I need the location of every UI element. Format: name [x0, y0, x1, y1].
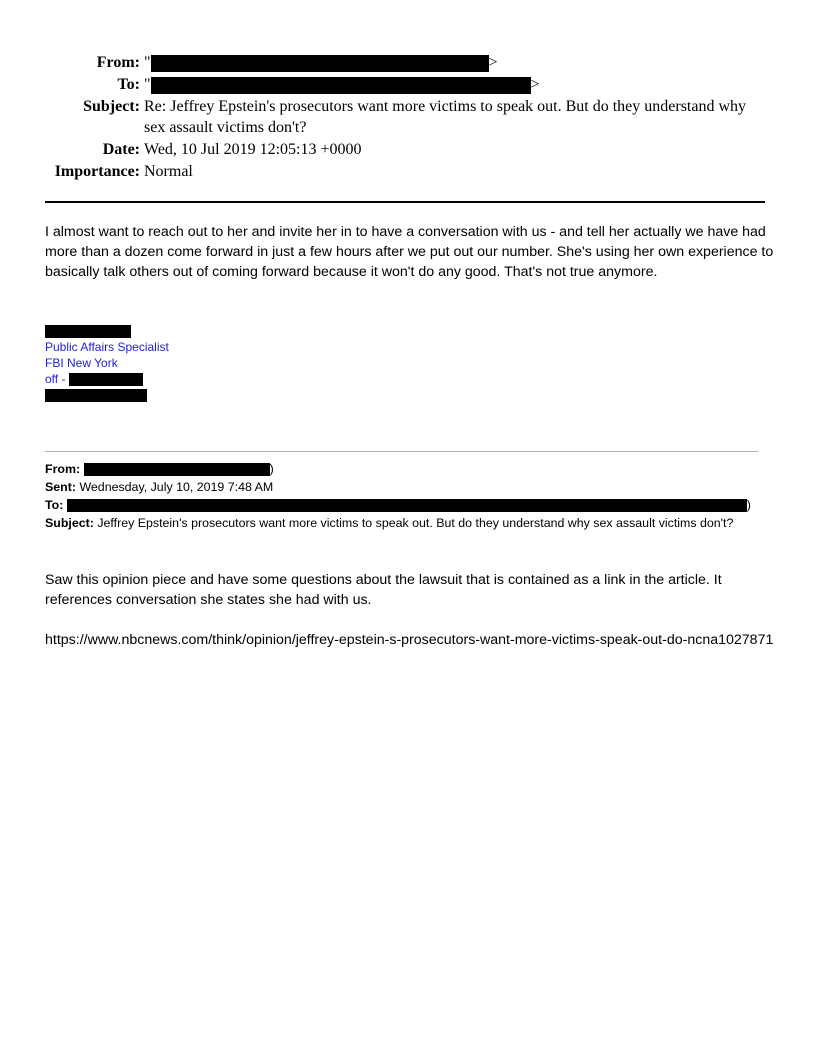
fwd-sent-row	[45, 478, 765, 496]
reply-body: I almost want to reach out to her and invite her in to have a conversation with us - and tell her actually we have had more than a dozen come forward in just a few hours after we put out our number. She's using her own experience to basically talk others out of coming forward because it won't do any good. That's not true anymore.	[45, 224, 774, 280]
importance-label: Importance:	[54, 163, 140, 180]
fwd-to-label: To:	[45, 498, 64, 512]
forward-divider	[45, 451, 758, 452]
fwd-from-close: )	[269, 462, 274, 476]
fwd-subject-value: Jeffrey Epstein's prosecutors want more victims to speak out. But do they understand why sex assault victims don't?	[97, 516, 734, 530]
redaction-bar	[84, 463, 270, 476]
header-subject-row	[0, 96, 816, 138]
redaction-bar	[151, 77, 531, 94]
importance-value: Normal	[144, 163, 193, 180]
signature-title: Public Affairs Specialist	[45, 340, 169, 354]
fwd-to-close: )	[746, 498, 751, 512]
header-divider	[45, 201, 765, 203]
header-date-row	[0, 139, 816, 160]
subject-label: Subject:	[83, 98, 140, 115]
signature-block	[45, 323, 169, 403]
date-label: Date:	[102, 141, 140, 158]
email-header	[0, 52, 816, 183]
fwd-to-row	[45, 496, 765, 514]
redaction-bar	[45, 389, 147, 402]
fwd-from-label: From:	[45, 462, 81, 476]
redaction-bar	[151, 55, 489, 72]
subject-value: Re: Jeffrey Epstein's prosecutors want more victims to speak out. But do they understand why sex assault victims don't?	[144, 98, 747, 136]
header-importance-row	[0, 161, 816, 182]
to-close: >	[530, 76, 540, 93]
date-value: Wed, 10 Jul 2019 12:05:13 +0000	[144, 141, 362, 158]
signature-phone-prefix: off -	[45, 372, 66, 386]
forwarded-header	[45, 460, 765, 532]
from-open-quote: "	[144, 54, 151, 71]
to-open-quote: "	[144, 76, 151, 93]
from-label: From:	[96, 54, 140, 71]
fwd-sent-label: Sent:	[45, 480, 76, 494]
fwd-sent-value: Wednesday, July 10, 2019 7:48 AM	[79, 480, 274, 494]
article-link[interactable]: https://www.nbcnews.com/think/opinion/jeffrey-epstein-s-prosecutors-want-more-victims-speak-out-do-ncna1027871	[45, 632, 774, 648]
forwarded-body: Saw this opinion piece and have some questions about the lawsuit that is contained as a link in the article. It references conversation she states she had with us.	[45, 572, 722, 608]
redaction-bar	[67, 499, 747, 512]
fwd-subject-row	[45, 514, 765, 532]
to-label: To:	[117, 76, 140, 93]
redaction-bar	[69, 373, 143, 386]
from-close: >	[488, 54, 498, 71]
fwd-from-row	[45, 460, 765, 478]
header-from-row	[0, 52, 816, 73]
signature-office: FBI New York	[45, 356, 118, 370]
fwd-subject-label: Subject:	[45, 516, 94, 530]
redaction-bar	[45, 325, 131, 338]
header-to-row	[0, 74, 816, 95]
